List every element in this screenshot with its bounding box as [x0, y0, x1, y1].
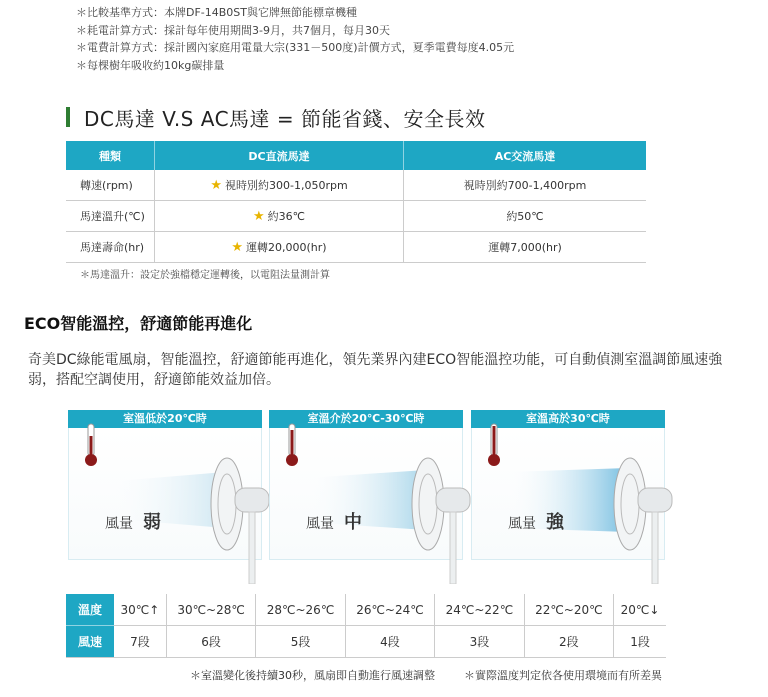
- temperature-cell: 30℃~28℃: [166, 594, 255, 626]
- airflow-label-text: 風量: [508, 516, 536, 532]
- speed-cell: 7段: [114, 626, 166, 658]
- dc-value: 視時別約300-1,050rpm: [224, 179, 348, 192]
- airflow-label-text: 風量: [105, 516, 133, 532]
- fan-icon: [608, 454, 692, 584]
- star-icon: ★: [252, 209, 265, 224]
- note-line: ＊每棵樹年吸收約10kg碳排量: [76, 58, 225, 72]
- section-description: 奇美DC綠能電風扇，智能溫控，舒適節能再進化，領先業界內建ECO智能溫控功能，可自動偵測室溫調節風速強弱，搭配空調使用，舒適節能效益加倍。: [28, 352, 723, 388]
- speed-cell: 1段: [614, 626, 666, 658]
- temperature-row: [66, 594, 666, 626]
- footnote: ＊實際溫度判定依各使用環境而有所差異: [464, 669, 662, 682]
- row-label: 馬達壽命(hr): [66, 232, 155, 263]
- section-title-eco: ECO智能溫控，舒適節能再進化: [24, 314, 253, 333]
- row-label: 馬達溫升(℃): [66, 201, 155, 232]
- dc-value: 約36℃: [267, 210, 305, 223]
- panel-low-temp: [68, 410, 262, 560]
- ac-value: 運轉7,000(hr): [404, 232, 647, 263]
- dc-cell: [155, 201, 404, 232]
- panel-high-temp: [471, 410, 665, 560]
- temperature-cell: 26℃~24℃: [345, 594, 434, 626]
- panel-body: [471, 428, 665, 560]
- temperature-header: 溫度: [66, 594, 114, 626]
- temperature-cell: 20℃↓: [614, 594, 666, 626]
- star-icon: ★: [231, 240, 244, 255]
- motor-comparison-table: [66, 141, 646, 263]
- panel-header: 室溫低於20℃時: [68, 410, 262, 428]
- table-row: [66, 232, 646, 263]
- speed-cell: 2段: [524, 626, 613, 658]
- dc-value: 運轉20,000(hr): [246, 241, 327, 254]
- footnote: ＊室溫變化後持續30秒，風扇即自動進行風速調整: [190, 669, 435, 682]
- temperature-cell: 24℃~22℃: [435, 594, 524, 626]
- note-line: ＊電費計算方式：採計國內家庭用電量大宗(331－500度)計價方式，夏季電費每度4.05元: [76, 41, 515, 54]
- speed-cell: 3段: [435, 626, 524, 658]
- panel-mid-temp: [269, 410, 463, 560]
- note-line: ＊比較基準方式：本牌DF-14B0ST與它牌無節能標章機種: [76, 6, 358, 19]
- section-title-dc-vs-ac: [66, 104, 486, 130]
- airflow-label: [306, 508, 362, 534]
- row-label: 轉速(rpm): [66, 170, 155, 201]
- airflow-level: 強: [546, 512, 564, 533]
- title-accent-bar: [66, 107, 70, 127]
- thermometer-icon: [486, 422, 502, 468]
- dc-cell: [155, 232, 404, 263]
- table-row: [66, 170, 646, 201]
- section-title-text: DC馬達 V.S AC馬達 = 節能省錢、安全長效: [84, 106, 486, 131]
- header-type: 種類: [66, 141, 155, 170]
- panel-body: [68, 428, 262, 560]
- table-header-row: [66, 141, 646, 170]
- panel-body: [269, 428, 463, 560]
- speed-header: 風速: [66, 626, 114, 658]
- speed-cell: 6段: [166, 626, 255, 658]
- speed-table: [66, 594, 666, 658]
- airflow-level: 弱: [143, 512, 161, 533]
- temperature-cell: 22℃~20℃: [524, 594, 613, 626]
- temperature-cell: 30℃↑: [114, 594, 166, 626]
- ac-value: 約50℃: [404, 201, 647, 232]
- note-line: ＊耗電計算方式：採計每年使用期間3-9月，共7個月，每月30天: [76, 23, 390, 37]
- airflow-level: 中: [344, 512, 362, 533]
- header-dc: DC直流馬達: [155, 141, 404, 170]
- table-row: [66, 201, 646, 232]
- airflow-label: [508, 508, 564, 534]
- airflow-label-text: 風量: [306, 516, 334, 532]
- speed-cell: 4段: [345, 626, 434, 658]
- panel-header: 室溫介於20℃-30℃時: [269, 410, 463, 428]
- star-icon: ★: [210, 178, 222, 193]
- thermometer-icon: [284, 422, 300, 468]
- table-note: ＊馬達溫升：設定於強檔穩定運轉後，以電阻法量測計算: [80, 270, 330, 281]
- temperature-cell: 28℃~26℃: [256, 594, 345, 626]
- speed-cell: 5段: [256, 626, 345, 658]
- speed-row: [66, 626, 666, 658]
- calculation-notes: [76, 4, 514, 74]
- header-ac: AC交流馬達: [404, 141, 647, 170]
- airflow-label: [105, 508, 161, 534]
- thermometer-icon: [83, 422, 99, 468]
- dc-cell: [155, 170, 404, 201]
- ac-value: 視時別約700-1,400rpm: [404, 170, 647, 201]
- panel-header: 室溫高於30℃時: [471, 410, 665, 428]
